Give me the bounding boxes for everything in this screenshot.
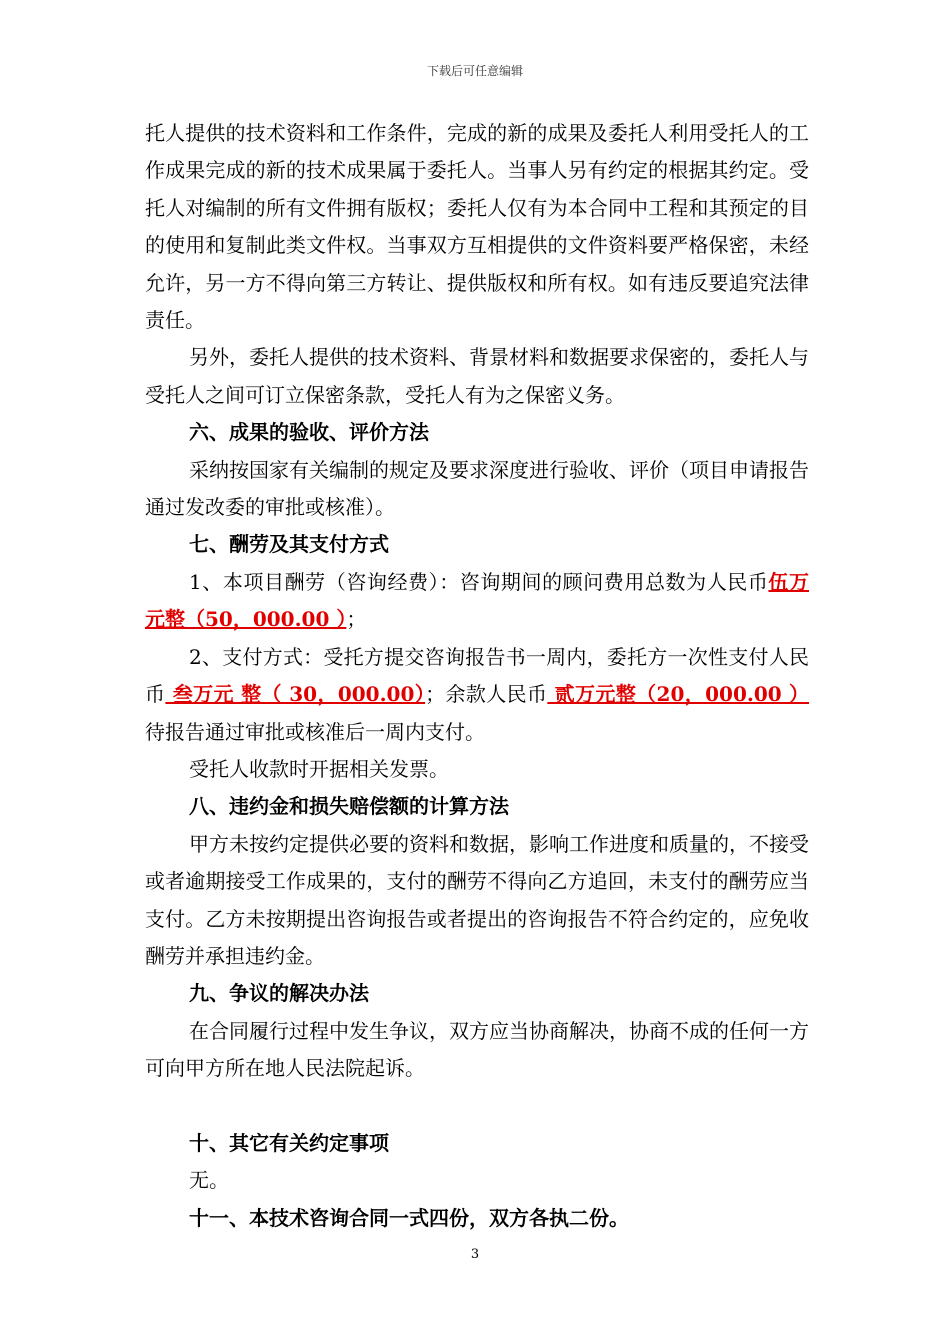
paragraph-confidentiality: 另外，委托人提供的技术资料、背景材料和数据要求保密的，委托人与受托人之间可订立保密条款，受托人有为之保密义务。 xyxy=(145,345,809,407)
fee-suffix: ； xyxy=(346,607,367,632)
section-heading-6: 六、成果的验收、评价方法 xyxy=(189,420,429,445)
document-body xyxy=(145,115,809,1237)
payment-suffix: 待报告通过审批或核准后一周内支付。 xyxy=(145,719,485,744)
paragraph-acceptance: 采纳按国家有关编制的规定及要求深度进行验收、评价（项目申请报告通过发改委的审批或核准）。 xyxy=(145,457,809,520)
section-heading-9: 九、争议的解决办法 xyxy=(189,981,369,1006)
section-heading-8: 八、违约金和损失赔偿额的计算方法 xyxy=(189,794,509,819)
section-heading-10: 十、其它有关约定事项 xyxy=(189,1130,389,1155)
payment-middle: ；余款人民币 xyxy=(425,682,548,707)
blank-line xyxy=(145,1088,809,1125)
paragraph-dispute: 在合同履行过程中发生争议，双方应当协商解决，协商不成的任何一方可向甲方所在地人民法院起诉。 xyxy=(145,1018,809,1081)
paragraph-fee xyxy=(145,564,809,639)
fee-amount: 伍万元整（50，000.00 ） xyxy=(145,569,809,632)
payment-amount-2: 贰万元整（20，000.00 ） xyxy=(547,682,809,707)
paragraph-invoice: 受托人收款时开据相关发票。 xyxy=(189,756,449,781)
paragraph-ip-rights: 托人提供的技术资料和工作条件，完成的新的成果及委托人利用受托人的工作成果完成的新的技术成果属于委托人。当事人另有约定的根据其约定。受托人对编制的所有文件拥有版权；委托人仅有为本合同中工程和其预定的目的使用和复制此类文件权。当事双方互相提供的文件资料要严格保密，未经允许，另一方不得向第三方转让、提供版权和所有权。如有违反要追究法律责任。 xyxy=(145,121,809,333)
paragraph-payment xyxy=(145,639,809,751)
page-number: 3 xyxy=(470,1247,480,1262)
payment-amount-1: 叁万元 整（ 30，000.00） xyxy=(165,682,426,707)
section-heading-7: 七、酬劳及其支付方式 xyxy=(189,532,389,557)
section-heading-11: 十一、本技术咨询合同一式四份，双方各执二份。 xyxy=(189,1205,629,1230)
paragraph-penalty: 甲方未按约定提供必要的资料和数据，影响工作进度和质量的，不接受或者逾期接受工作成果的，支付的酬劳不得向乙方追回，未支付的酬劳应当支付。乙方未按期提出咨询报告或者提出的咨询报告不符合约定的，应免收酬劳并承担违约金。 xyxy=(145,831,809,968)
paragraph-other: 无。 xyxy=(189,1168,229,1193)
page-header: 下载后可任意编辑 xyxy=(426,64,523,78)
payment-text: 2、支付方式：受托方提交咨询报告书一周内，委托方一次性支付人民币 xyxy=(145,644,809,707)
fee-text: 1、本项目酬劳（咨询经费）：咨询期间的顾问费用总数为人民币 xyxy=(189,569,769,594)
